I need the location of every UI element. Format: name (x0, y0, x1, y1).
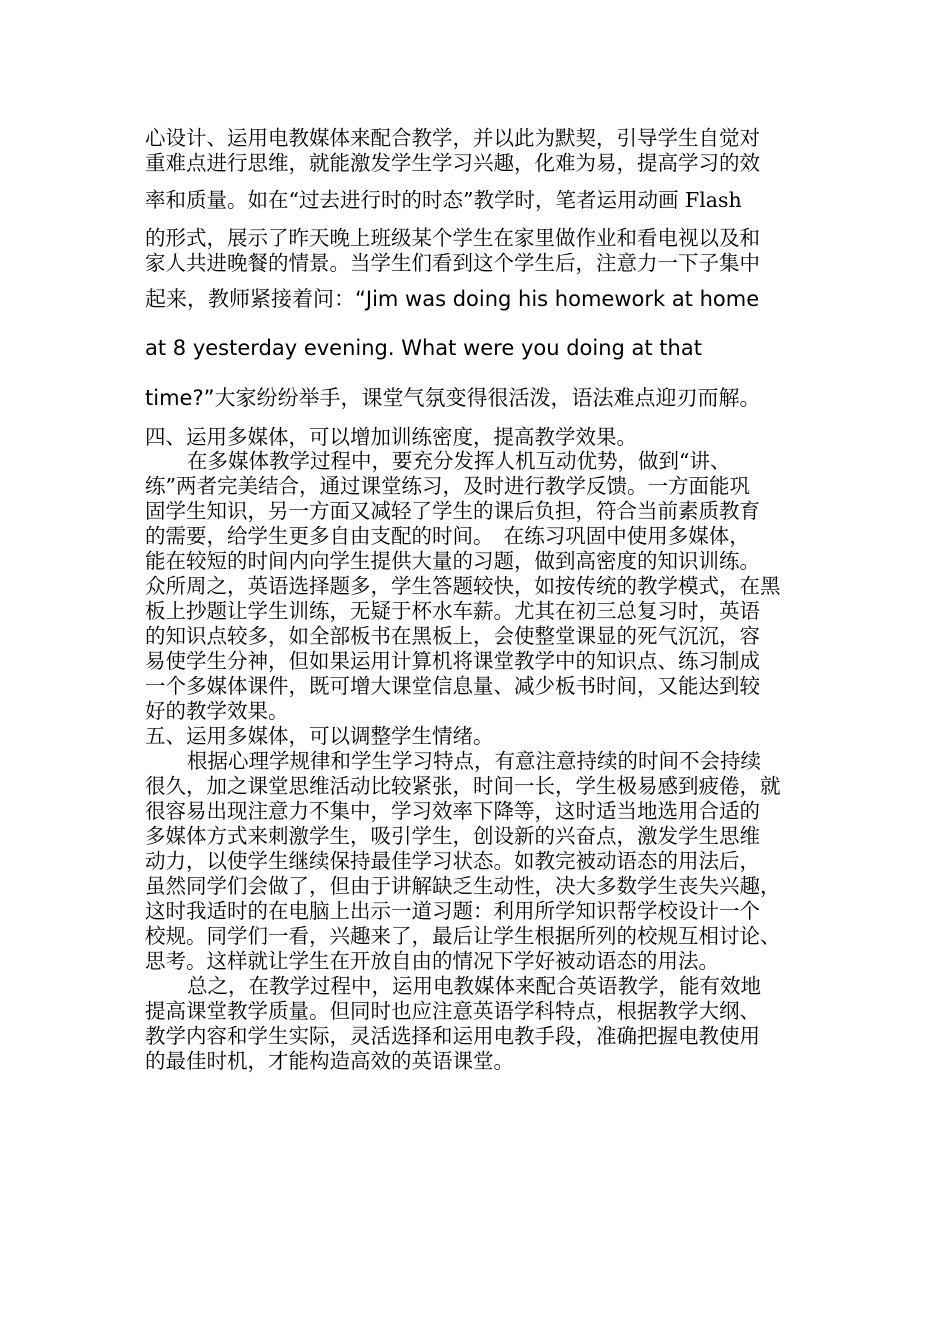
paragraph-line: 教学内容和学生实际，灵活选择和运用电教手段，准确把握电教使用 (145, 1024, 760, 1048)
paragraph-line: 率和质量。如在“过去进行时的时态”教学时，笔者运用动画 Flash (145, 188, 742, 212)
paragraph-line: 固学生知识，另一方面又减轻了学生的课后负担，符合当前素质教育 (145, 499, 760, 523)
paragraph-line: 板上抄题让学生训练，无疑于杯水车薪。尤其在初三总复习时，英语 (145, 599, 760, 623)
section-heading: 五、运用多媒体，可以调整学生情绪。 (145, 724, 494, 748)
paragraph-line: 的知识点较多，如全部板书在黑板上，会使整堂课显的死气沉沉，容 (145, 624, 760, 648)
paragraph-line: 众所周之，英语选择题多，学生答题较快，如按传统的教学模式，在黑 (145, 574, 781, 598)
paragraph-line: 一个多媒体课件，既可增大课堂信息量、减少板书时间，又能达到较 (145, 674, 760, 698)
paragraph-line: 动力，以使学生继续保持最佳学习状态。如教完被动语态的用法后， (145, 849, 760, 873)
paragraph-line: 起来，教师紧接着问：“Jim was doing his homework at home (145, 287, 760, 311)
paragraph-line: 提高课堂教学质量。但同时也应注意英语学科特点，根据教学大纲、 (145, 999, 760, 1023)
paragraph-line: 很容易出现注意力不集中，学习效率下降等，这时适当地选用合适的 (145, 799, 760, 823)
paragraph-line: 易使学生分神，但如果运用计算机将课堂教学中的知识点、练习制成 (145, 649, 760, 673)
paragraph-line: 练”两者完美结合，通过课堂练习，及时进行教学反馈。一方面能巩 (145, 474, 750, 498)
paragraph-line: 家人共进晚餐的情景。当学生们看到这个学生后，注意力一下子集中 (145, 251, 760, 275)
paragraph-line: 根据心理学规律和学生学习特点，有意注意持续的时间不会持续 (187, 749, 761, 773)
paragraph-line: 能在较短的时间内向学生提供大量的习题，做到高密度的知识训练。 (145, 549, 760, 573)
section-heading: 四、运用多媒体，可以增加训练密度，提高教学效果。 (145, 425, 637, 449)
paragraph-line: 的形式，展示了昨天晚上班级某个学生在家里做作业和看电视以及和 (145, 226, 760, 250)
paragraph-line: 总之，在教学过程中，运用电教媒体来配合英语教学，能有效地 (187, 974, 761, 998)
paragraph-line: 校规。同学们一看，兴趣来了，最后让学生根据所列的校规互相讨论、 (145, 924, 781, 948)
paragraph-line: 好的教学效果。 (145, 699, 289, 723)
paragraph-line: 心设计、运用电教媒体来配合教学，并以此为默契，引导学生自觉对 (145, 126, 760, 150)
paragraph-line: 重难点进行思维，就能激发学生学习兴趣，化难为易，提高学习的效 (145, 151, 760, 175)
paragraph-line: 在多媒体教学过程中，要充分发挥人机互动优势，做到“讲、 (187, 449, 731, 473)
paragraph-line: at 8 yesterday evening. What were you doing at that (145, 336, 702, 360)
paragraph-line: 很久，加之课堂思维活动比较紧张，时间一长，学生极易感到疲倦，就 (145, 774, 781, 798)
paragraph-line: 的需要，给学生更多自由支配的时间。 在练习巩固中使用多媒体， (145, 524, 750, 548)
paragraph-line: 的最佳时机，才能构造高效的英语课堂。 (145, 1049, 514, 1073)
paragraph-line: 思考。这样就让学生在开放自由的情况下学好被动语态的用法。 (145, 949, 719, 973)
paragraph-line: 多媒体方式来刺激学生，吸引学生，创设新的兴奋点，激发学生思维 (145, 824, 760, 848)
paragraph-line: 这时我适时的在电脑上出示一道习题：利用所学知识帮学校设计一个 (145, 899, 760, 923)
paragraph-line: time?”大家纷纷举手，课堂气氛变得很活泼，语法难点迎刃而解。 (145, 386, 761, 410)
paragraph-line: 虽然同学们会做了，但由于讲解缺乏生动性，决大多数学生丧失兴趣， (145, 874, 781, 898)
